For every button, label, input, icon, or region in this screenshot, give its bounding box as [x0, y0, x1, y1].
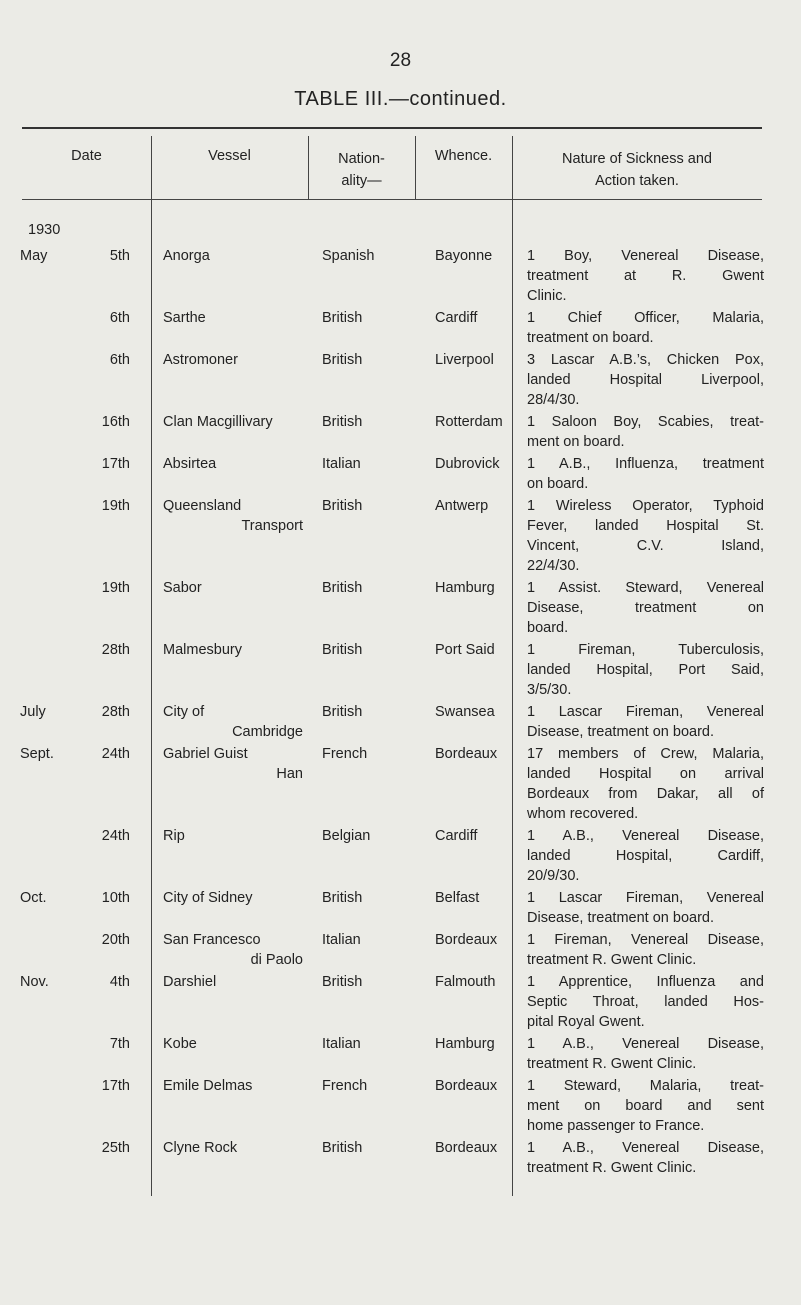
header-whence: Whence.	[434, 148, 493, 164]
date-day: 24th	[101, 828, 130, 844]
header-date: Date	[71, 148, 102, 164]
date-day: 24th	[101, 746, 130, 762]
whence: Bordeaux	[435, 932, 498, 948]
date-day: 19th	[101, 580, 130, 596]
nature-of-sickness: 1 Boy, Venereal Disease, treatment at R. Gwent Clinic.	[527, 248, 764, 304]
vessel-name: Astromoner	[163, 352, 238, 368]
nature-of-sickness: 1 Saloon Boy, Scabies, treat- ment on board.	[527, 414, 764, 450]
nature-of-sickness: 1 A.B., Venereal Disease, landed Hospital, Cardiff, 20/9/30.	[527, 828, 764, 884]
whence: Dubrovick	[435, 456, 500, 472]
date-day: 28th	[101, 642, 130, 658]
nationality: Italian	[322, 932, 361, 948]
date-day: 20th	[101, 932, 130, 948]
whence: Hamburg	[435, 1036, 495, 1052]
nature-of-sickness: 1 Assist. Steward, Venereal Disease, treatment on board.	[527, 580, 764, 636]
nationality: British	[322, 890, 363, 906]
nationality: British	[322, 642, 363, 658]
nature-of-sickness: 1 A.B., Influenza, treatment on board.	[527, 456, 764, 492]
vessel-name: Clan Macgillivary	[163, 414, 273, 430]
nationality: Italian	[322, 1036, 361, 1052]
vessel-name: City of Sidney	[163, 890, 253, 906]
nationality: British	[322, 580, 363, 596]
vessel-name: Clyne Rock	[163, 1140, 238, 1156]
date-month: July	[20, 704, 46, 720]
nature-of-sickness: 1 Lascar Fireman, Venereal Disease, treatment on board.	[527, 704, 764, 740]
date-day: 6th	[109, 352, 130, 368]
page-number: 28	[389, 50, 412, 71]
nationality: British	[322, 414, 363, 430]
vessel-name: Anorga	[163, 248, 210, 264]
whence: Liverpool	[435, 352, 494, 368]
whence: Cardiff	[435, 310, 478, 326]
header-nationality: Nation- ality—	[338, 151, 385, 189]
whence: Bordeaux	[435, 1140, 498, 1156]
date-month: Sept.	[20, 746, 54, 762]
date-day: 28th	[101, 704, 130, 720]
header-rule	[22, 199, 762, 200]
whence: Hamburg	[435, 580, 495, 596]
nature-of-sickness: 1 Chief Officer, Malaria, treatment on board.	[527, 310, 764, 346]
nature-of-sickness: 1 Lascar Fireman, Venereal Disease, treatment on board.	[527, 890, 764, 926]
date-month: May	[20, 248, 48, 264]
nature-of-sickness: 1 A.B., Venereal Disease, treatment R. Gwent Clinic.	[527, 1140, 764, 1176]
nationality: British	[322, 1140, 363, 1156]
nationality: British	[322, 704, 363, 720]
whence: Bordeaux	[435, 1078, 498, 1094]
nationality: Italian	[322, 456, 361, 472]
whence: Bayonne	[435, 248, 493, 264]
vessel-name: Sabor	[163, 580, 202, 596]
header-nature: Nature of Sickness and Action taken.	[562, 151, 712, 189]
whence: Swansea	[435, 704, 495, 720]
date-day: 10th	[101, 890, 130, 906]
whence: Falmouth	[435, 974, 496, 990]
nationality: French	[322, 1078, 368, 1094]
nature-of-sickness: 3 Lascar A.B.’s, Chicken Pox, landed Hospital Liverpool, 28/4/30.	[527, 352, 764, 408]
nature-of-sickness: 1 Fireman, Tuberculosis, landed Hospital, Port Said, 3/5/30.	[527, 642, 764, 698]
table-title: TABLE III.—continued.	[294, 88, 507, 110]
nature-of-sickness: 1 A.B., Venereal Disease, treatment R. Gwent Clinic.	[527, 1036, 764, 1072]
vessel-name: Queensland Transport	[163, 498, 303, 534]
nationality: French	[322, 746, 368, 762]
nature-of-sickness: 1 Apprentice, Influenza and Septic Throat, landed Hos- pital Royal Gwent.	[527, 974, 764, 1030]
nationality: British	[322, 974, 363, 990]
date-day: 7th	[109, 1036, 130, 1052]
date-month: Nov.	[20, 974, 49, 990]
vessel-name: City of Cambridge	[163, 704, 303, 740]
whence: Belfast	[435, 890, 480, 906]
top-rule	[22, 127, 762, 129]
header-vessel: Vessel	[208, 148, 251, 164]
nationality: British	[322, 498, 363, 514]
nationality: Belgian	[322, 828, 371, 844]
date-day: 4th	[109, 974, 130, 990]
nature-of-sickness: 1 Steward, Malaria, treat- ment on board and sent home passenger to France.	[527, 1078, 764, 1134]
vessel-name: Sarthe	[163, 310, 206, 326]
vessel-name: Darshiel	[163, 974, 217, 990]
whence: Bordeaux	[435, 746, 498, 762]
date-day: 6th	[109, 310, 130, 326]
nature-of-sickness: 1 Fireman, Venereal Disease, treatment R. Gwent Clinic.	[527, 932, 764, 968]
vessel-name: Kobe	[163, 1036, 197, 1052]
vessel-name: Malmesbury	[163, 642, 242, 658]
date-day: 5th	[109, 248, 130, 264]
column-divider	[512, 136, 513, 1196]
vessel-name: Rip	[163, 828, 185, 844]
vessel-name: Emile Delmas	[163, 1078, 253, 1094]
nature-of-sickness: 17 members of Crew, Malaria, landed Hospital on arrival Bordeaux from Dakar, all of whom recovered.	[527, 746, 764, 822]
nationality: Spanish	[322, 248, 375, 264]
column-divider	[151, 136, 152, 1196]
whence: Antwerp	[435, 498, 489, 514]
vessel-name: Absirtea	[163, 456, 217, 472]
date-month: Oct.	[20, 890, 47, 906]
nature-of-sickness: 1 Wireless Operator, Typhoid Fever, landed Hospital St. Vincent, C.V. Island, 22/4/30.	[527, 498, 764, 574]
date-day: 17th	[101, 456, 130, 472]
nationality: British	[322, 352, 363, 368]
whence: Rotterdam	[435, 414, 503, 430]
vessel-name: San Francesco di Paolo	[163, 932, 303, 968]
whence: Port Said	[435, 642, 495, 658]
date-day: 19th	[101, 498, 130, 514]
vessel-name: Gabriel Guist Han	[163, 746, 303, 782]
year-label: 1930	[28, 222, 61, 238]
nationality: British	[322, 310, 363, 326]
date-day: 25th	[101, 1140, 130, 1156]
date-day: 17th	[101, 1078, 130, 1094]
date-day: 16th	[101, 414, 130, 430]
whence: Cardiff	[435, 828, 478, 844]
